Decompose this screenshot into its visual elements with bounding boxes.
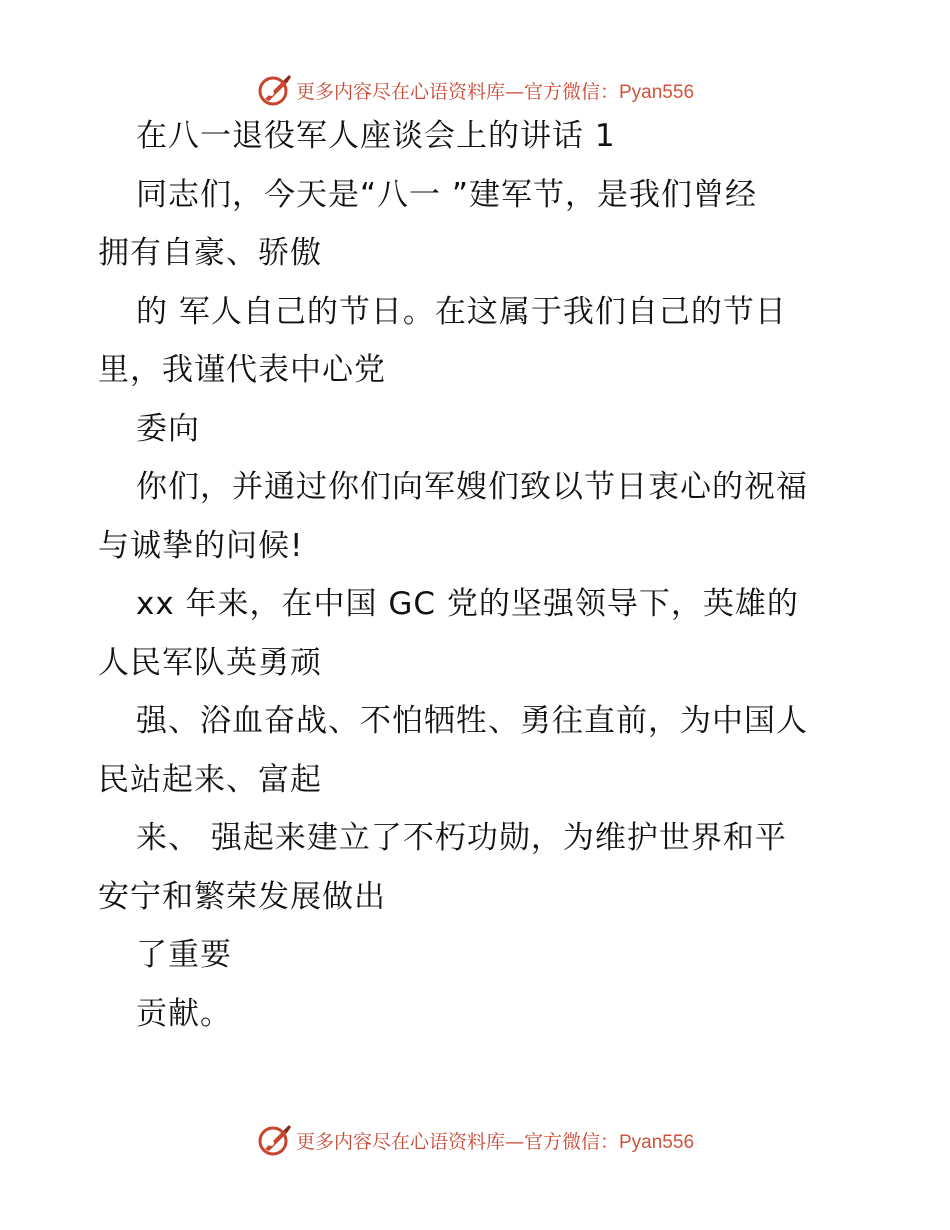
paragraph-line: 里，我谨代表中心党 xyxy=(98,352,386,388)
header-watermark xyxy=(0,70,950,110)
paragraph-line: 来、 强起来建立了不朽功勋，为维护世界和平 xyxy=(136,820,787,856)
paragraph-line: 同志们，今天是“八一 ”建军节，是我们曾经 xyxy=(136,177,757,213)
paragraph-line: 民站起来、富起 xyxy=(98,762,322,798)
watermark-wechat-id: Pyan556 xyxy=(619,81,695,103)
paragraph-line: 委向 xyxy=(136,411,200,447)
paragraph-line: 安宁和繁荣发展做出 xyxy=(98,879,386,915)
paragraph-line: 拥有自豪、骄傲 xyxy=(98,235,322,271)
paragraph-line: 你们，并通过你们向军嫂们致以节日衷心的祝福 xyxy=(136,469,808,505)
paragraph-line: 强、浴血奋战、不怕牺牲、勇往直前，为中国人 xyxy=(136,703,808,739)
paragraph-line: 的 军人自己的节日。在这属于我们自己的节日 xyxy=(136,294,787,330)
paragraph-line: 了重要 xyxy=(136,937,232,973)
watermark-wechat-id: Pyan556 xyxy=(619,1131,695,1153)
footer-watermark xyxy=(0,1120,950,1160)
pen-logo-icon xyxy=(256,1122,292,1158)
pen-logo-icon xyxy=(256,72,292,108)
paragraph-line: xx 年来，在中国 GC 党的坚强领导下，英雄的 xyxy=(136,586,799,622)
watermark-text: 更多内容尽在心语资料库—官方微信：Pyan556 xyxy=(295,80,695,103)
watermark-text: 更多内容尽在心语资料库—官方微信：Pyan556 xyxy=(295,1130,695,1153)
document-title: 在八一退役军人座谈会上的讲话 1 xyxy=(136,118,616,154)
paragraph-line: 人民军队英勇顽 xyxy=(98,645,322,681)
paragraph-line: 贡献。 xyxy=(136,996,232,1032)
paragraph-line: 与诚挚的问候! xyxy=(98,528,304,564)
